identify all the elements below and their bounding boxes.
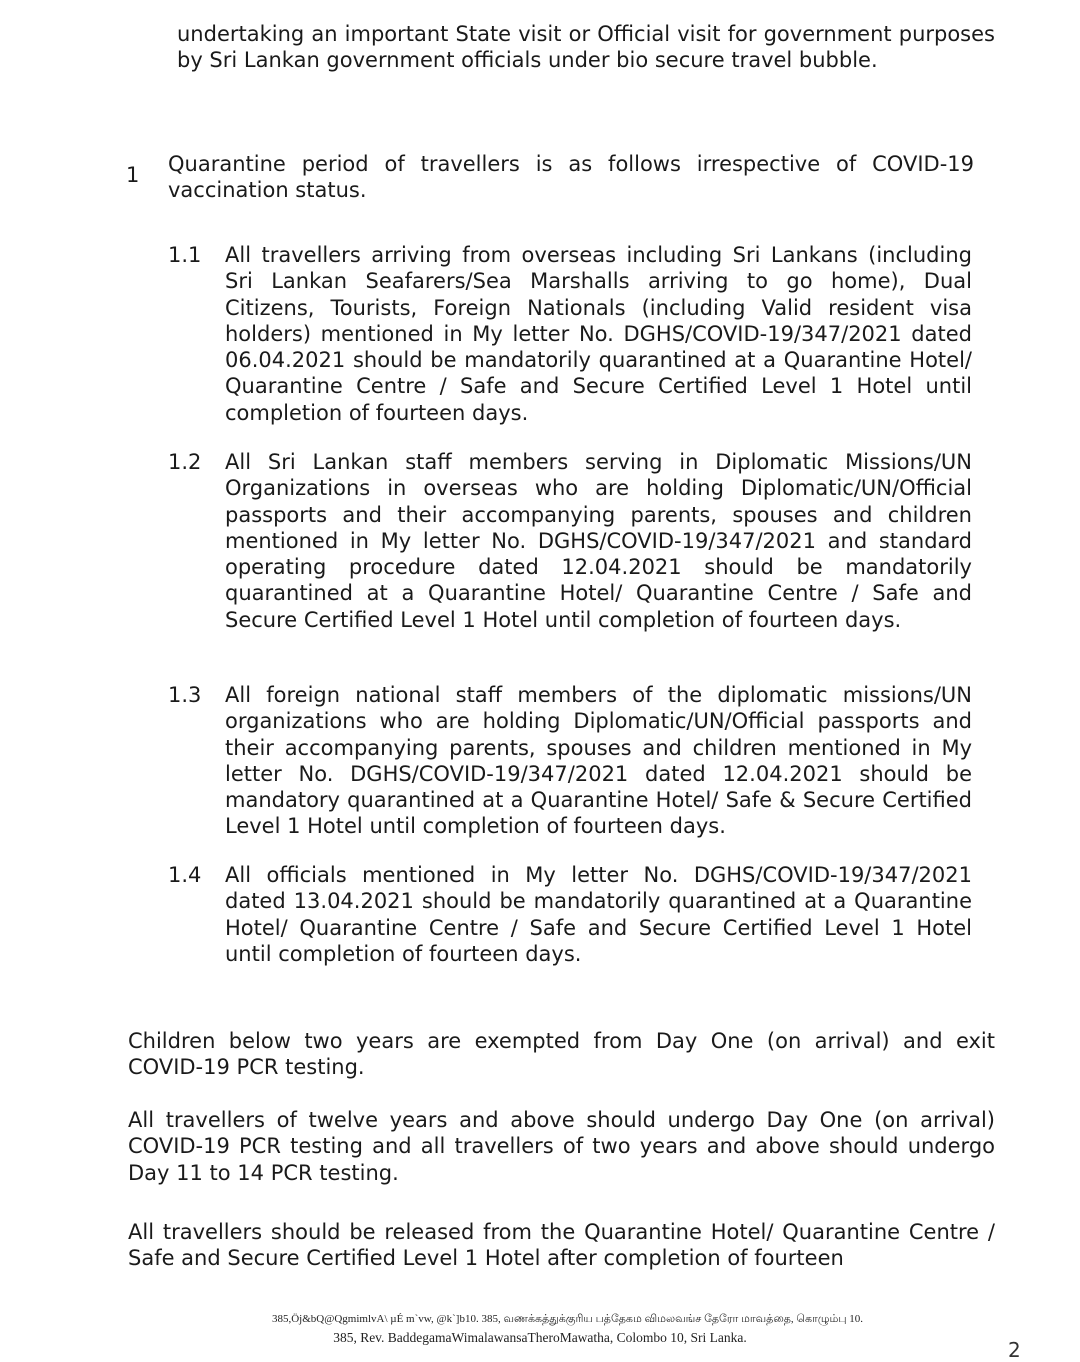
pcr-testing-paragraph: All travellers of twelve years and above should undergo Day One (on arrival) COVID-19 PCR testing and all travellers of two years and above should undergo Day 11 to 14 PCR testing. bbox=[128, 1108, 995, 1185]
footer-address-english: 385, Rev. BaddegamaWimalawansaTheroMawatha, Colombo 10, Sri Lanka. bbox=[333, 1330, 747, 1345]
item-number: 1.1 bbox=[168, 243, 202, 267]
item-text: All officials mentioned in My letter No. DGHS/COVID-19/347/2021 dated 13.04.2021 should be mandatorily quarantined at a Quarantine Hotel/ Quarantine Centre / Safe and Secure Certified Level 1 Hotel until completion of fourteen days. bbox=[225, 863, 972, 966]
section-number: 1 bbox=[126, 163, 140, 187]
item-text: All travellers arriving from overseas including Sri Lankans (including Sri Lankan Seafarers/Sea Marshalls arriving to go home), Dual Citizens, Tourists, Foreign Nationals (including Valid resident visa holders) mentioned in My letter No. DGHS/COVID-19/347/2021 dated 06.04.2021 should be mandatorily quarantined at a Quarantine Hotel/ Quarantine Centre / Safe and Secure Certified Level 1 Hotel until completion of fourteen days. bbox=[225, 243, 972, 425]
intro-paragraph: undertaking an important State visit or Official visit for government purposes by Sri Lankan government officials under bio secure travel bubble. bbox=[177, 22, 995, 73]
item-number: 1.2 bbox=[168, 450, 202, 474]
footer-address-local: 385,Öj&bQ@QgmimlvA\ µÉ m`vw, @k`]b10. 385, வணக்கத்துக்குரிய பத்தேகம விமலவங்ச தேரோ மாவத்தை, கொழும்பு 10. bbox=[271, 1313, 864, 1325]
page-number: 2 bbox=[1008, 1338, 1021, 1362]
item-number: 1.3 bbox=[168, 683, 202, 707]
item-text: All foreign national staff members of the diplomatic missions/UN organizations who are holding Diplomatic/UN/Official passports and their accompanying parents, spouses and children mentioned in My letter No. DGHS/COVID-19/347/2021 dated 12.04.2021 should be mandatory quarantined at a Quarantine Hotel/ Safe & Secure Certified Level 1 Hotel until completion of fourteen days. bbox=[225, 683, 972, 839]
release-paragraph: All travellers should be released from the Quarantine Hotel/ Quarantine Centre / Safe and Secure Certified Level 1 Hotel after completion of fourteen bbox=[128, 1220, 995, 1271]
item-text: All Sri Lankan staff members serving in Diplomatic Missions/UN Organizations in overseas who are holding Diplomatic/UN/Official passports and their accompanying parents, spouses and children mentioned in My letter No. DGHS/COVID-19/347/2021 and standard operating procedure dated 12.04.2021 should be mandatorily quarantined at a Quarantine Hotel/ Quarantine Centre / Safe and Secure Certified Level 1 Hotel until completion of fourteen days. bbox=[225, 450, 972, 632]
section-heading-text: Quarantine period of travellers is as follows irrespective of COVID-19 vaccination status. bbox=[168, 152, 974, 203]
children-exemption-paragraph: Children below two years are exempted from Day One (on arrival) and exit COVID-19 PCR testing. bbox=[128, 1029, 995, 1080]
item-number: 1.4 bbox=[168, 863, 202, 887]
